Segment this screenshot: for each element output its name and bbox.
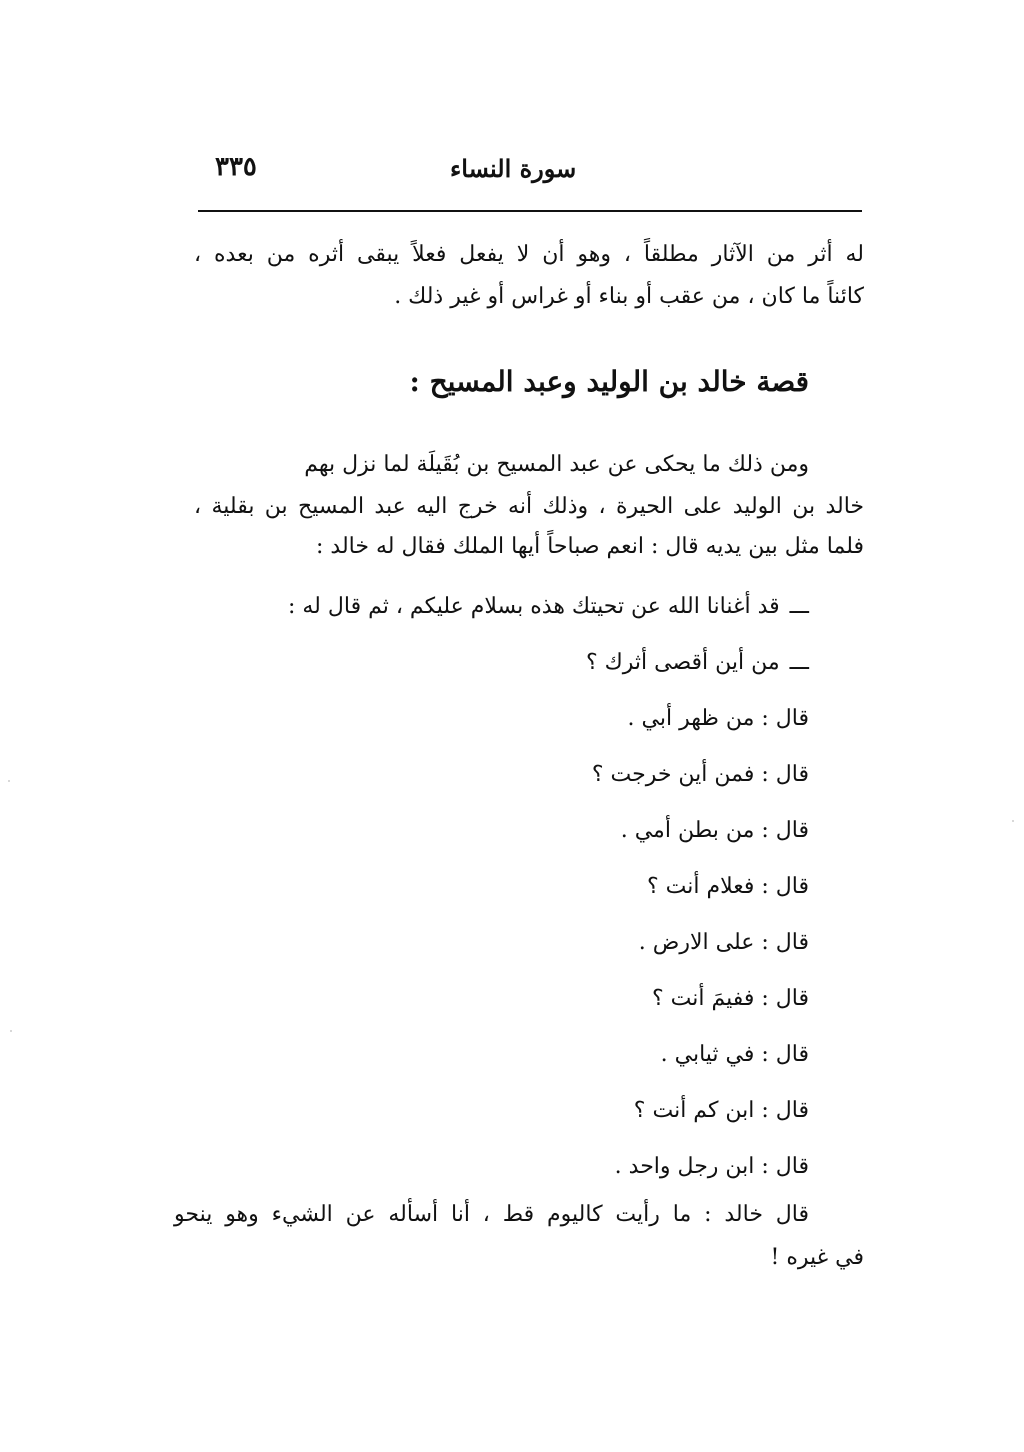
closing-line: قال خالد : ما رأيت كاليوم قط ، أنا أسأله عن الشيء وهو ينحو (174, 1202, 809, 1227)
dialogue-text: قد أغنانا الله عن تحيتك هذه بسلام عليكم ، ثم قال له : (287, 594, 780, 619)
intro-line: كائناً ما كان ، من عقب أو بناء أو غراس أو غير ذلك . (394, 284, 864, 309)
paragraph-line: خالد بن الوليد على الحيرة ، وذلك أنه خرج اليه عبد المسيح بن بقلية ، (194, 494, 865, 519)
page-number: ٣٣٥ (215, 152, 257, 182)
scan-speck (1012, 820, 1014, 822)
intro-line: له أثر من الآثار مطلقاً ، وهو أن لا يفعل فعلاً يبقى أثره من بعده ، (194, 242, 864, 267)
paragraph-line: ومن ذلك ما يحكى عن عبد المسيح بن بُقَيلَة لما نزل بهم (304, 452, 809, 477)
dialogue-text: من أين أقصى أثرك ؟ (585, 650, 780, 675)
exchange-line: قال : ابن كم أنت ؟ (633, 1098, 809, 1123)
exchange-line: قال : ابن رجل واحد . (614, 1154, 809, 1179)
paragraph-line: فلما مثل بين يديه قال : انعم صباحاً أيها الملك فقال له خالد : (316, 534, 864, 559)
exchange-line: قال : فمن أين خرجت ؟ (591, 762, 809, 787)
exchange-line: قال : في ثيابي . (660, 1042, 809, 1067)
dialogue-dash: ـــ (789, 650, 809, 675)
closing-line: في غيره ! (770, 1245, 864, 1270)
exchange-line: قال : على الارض . (638, 930, 809, 955)
dialogue-line (586, 648, 809, 678)
scan-speck (8, 780, 10, 782)
exchange-line: قال : فعلام أنت ؟ (647, 874, 809, 899)
exchange-line: قال : من ظهر أبي . (627, 706, 809, 731)
section-heading: قصة خالد بن الوليد وعبد المسيح : (409, 365, 809, 398)
dialogue-line (288, 592, 809, 622)
page-header (195, 150, 865, 200)
header-divider (198, 210, 862, 212)
exchange-line: قال : ففيمَ أنت ؟ (651, 986, 809, 1011)
scan-speck (10, 1030, 12, 1032)
exchange-line: قال : من بطن أمي . (620, 818, 809, 843)
dialogue-dash: ـــ (789, 594, 809, 619)
running-title: سورة النساء (450, 154, 577, 183)
